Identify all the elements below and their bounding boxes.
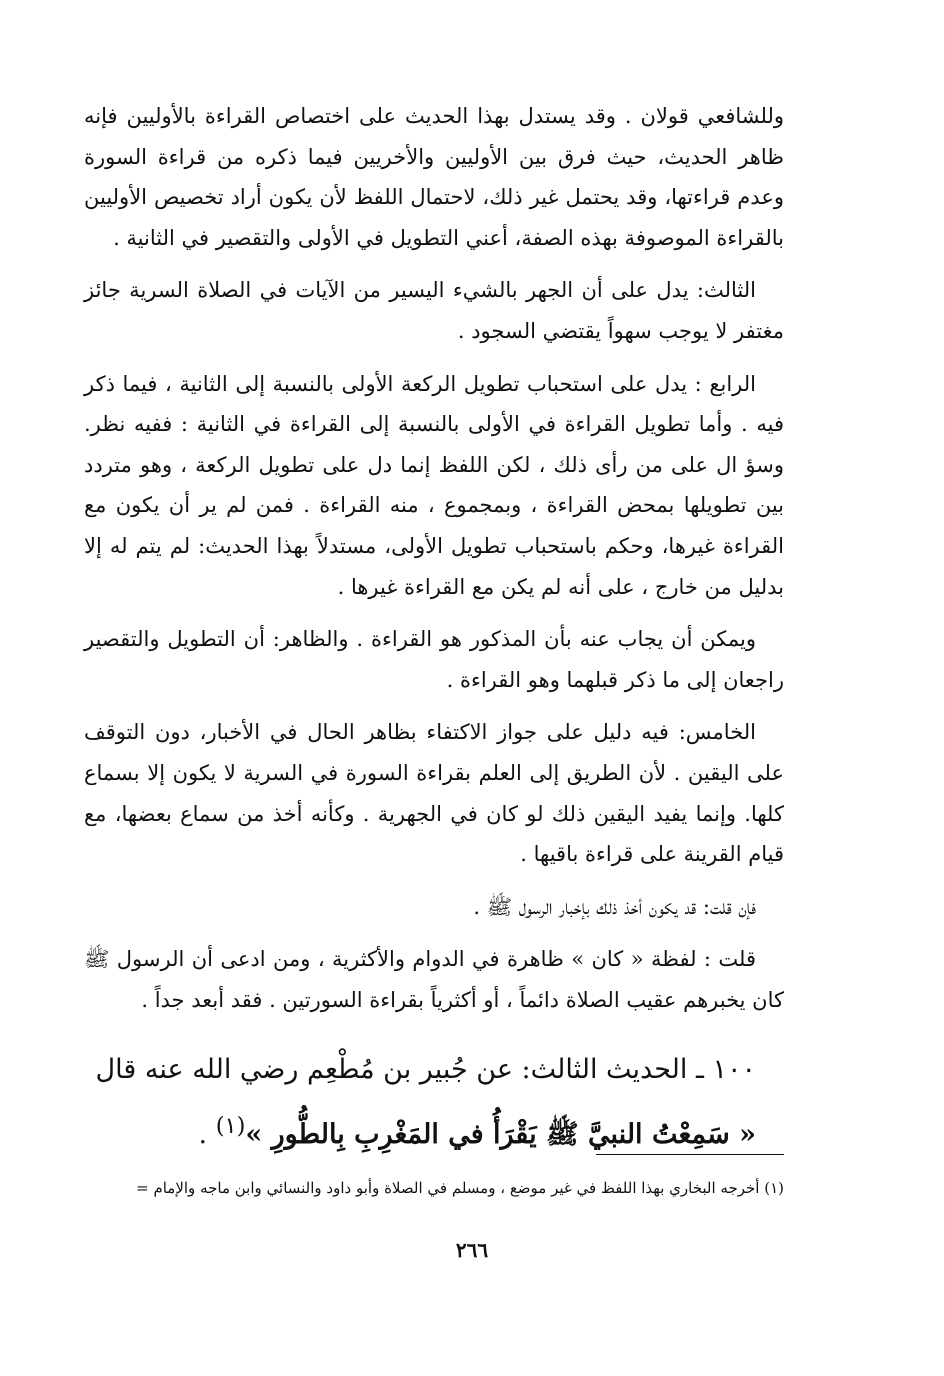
paragraph-fifth-point: الخامس: فيه دليل على جواز الاكتفاء بظاهر الحال في الأخبار، دون التوقف على اليقين . لأن الطريق إلى العلم بقراءة السورة في السرية لا يكون إلا بسماع كلها. وإنما يفيد اليقين ذلك لو كان في الجهرية . وكأنه أخذ من سماع بعضها، مع قيام القرينة على قراءة باقيها . (84, 720, 784, 867)
page-number: ٢٦٦ (455, 1238, 489, 1262)
commentary-text (84, 96, 784, 1032)
footnote: (١) أخرجه البخاري بهذا اللفظ في غير موضع ، ومسلم في الصلاة وأبو داود والنسائي وابن ماجه والإمام = (136, 1179, 784, 1197)
paragraph-reply: قلت : لفظة « كان » ظاهرة في الدوام والأكثرية ، ومن ادعى أن الرسول ﷺ كان يخبرهم عقيب الصلاة دائماً ، أو أكثرياً بقراءة السورتين . فقد أبعد جداً . (84, 947, 784, 1012)
hadith-heading: ١٠٠ ـ الحديث الثالث: عن جُبير بن مُطْعِم رضي الله عنه قال (95, 1054, 756, 1085)
paragraph-third-point: الثالث: يدل على أن الجهر بالشيء اليسير من الآيات في الصلاة السرية جائز مغتفر لا يوجب سهواً يقتضي السجود . (84, 278, 784, 343)
footnote-marker: (١) (215, 1113, 246, 1139)
hadith-end: . (198, 1119, 216, 1150)
hadith-quote: « سَمِعْتُ النبيَّ ﷺ يَقْرَأُ في المَغْرِبِ بِالطُّورِ » (245, 1119, 756, 1150)
paragraph-opening: وللشافعي قولان . وقد يستدل بهذا الحديث على اختصاص القراءة بالأوليين فإنه ظاهر الحديث، حيث فرق بين الأوليين والأخريين فيما ذكره من قراءة السورة وعدم قراءتها، وقد يحتمل غير ذلك، لاحتمال اللفظ لأن يكون أراد تخصيص الأوليين بالقراءة الموصوفة بهذه الصفة، أعني التطويل في الأولى والتقصير في الثانية . (84, 104, 784, 250)
paragraph-fourth-point: الرابع : يدل على استحباب تطويل الركعة الأولى بالنسبة إلى الثانية ، فيما ذكر فيه . وأما تطويل القراءة في الأولى بالنسبة إلى القراءة في الثانية : ففيه نظر. وسؤ ال على من رأى ذلك ، لكن اللفظ إنما دل على تطويل الركعة ، وهو متردد بين تطويلها بمحض القراءة ، وبمجموع ، منه القراءة . فمن لم ير أن يكون مع القراءة غيرها، وحكم باستحباب تطويل الأولى، مستدلاً بهذا الحديث: لم يتم له إلا بدليل من خارج ، على أنه لم يكن مع القراءة غيرها . (84, 371, 784, 599)
footnote-divider (596, 1154, 784, 1155)
paragraph-objection: فإن قلت: قد يكون أخذ ذلك بإخبار الرسول ﷺ . (473, 894, 756, 919)
paragraph-answer: ويمكن أن يجاب عنه بأن المذكور هو القراءة . والظاهر: أن التطويل والتقصير راجعان إلى ما ذكر قبلهما وهو القراءة . (84, 627, 784, 692)
hadith-block (84, 1042, 784, 1163)
